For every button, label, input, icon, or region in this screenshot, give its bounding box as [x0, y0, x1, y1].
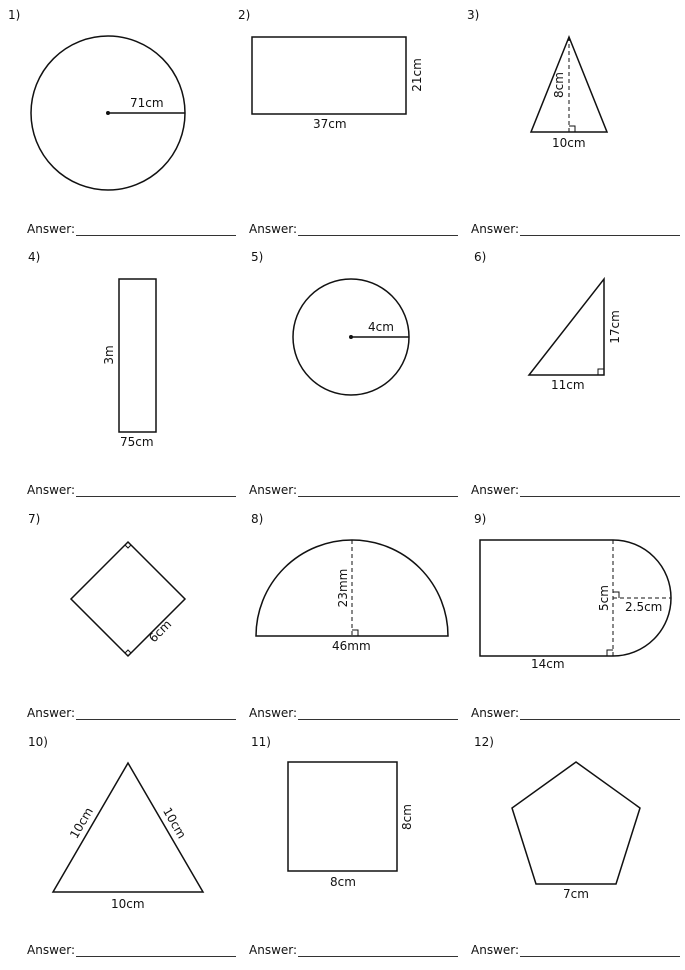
label-side-12: 7cm [563, 887, 589, 901]
label-height-11: 8cm [400, 804, 414, 830]
rectangle-figure-2 [252, 37, 406, 114]
problem-number-4: 4) [28, 250, 41, 264]
label-diameter-8: 46mm [332, 639, 371, 653]
answer-field-3[interactable] [471, 222, 680, 236]
answer-label: Answer: [471, 483, 520, 497]
label-radius-1: 71cm [130, 96, 164, 110]
label-base-6: 11cm [551, 378, 585, 392]
label-left-10: 10cm [67, 804, 96, 842]
answer-label: Answer: [249, 943, 298, 957]
problem-number-2: 2) [238, 8, 251, 22]
label-width-4: 75cm [120, 435, 154, 449]
rectangle-figure-4 [119, 279, 156, 432]
label-height-8: 23mm [336, 568, 350, 608]
answer-label: Answer: [471, 222, 520, 236]
label-side-7: 6cm [146, 617, 175, 646]
problem-number-9: 9) [474, 512, 487, 526]
problem-number-10: 10) [28, 735, 48, 749]
label-base-3: 10cm [552, 136, 586, 150]
label-radius-5: 4cm [368, 320, 394, 334]
label-base-10: 10cm [111, 897, 145, 911]
label-width-11: 8cm [330, 875, 356, 889]
answer-field-4[interactable] [27, 483, 236, 497]
answer-label: Answer: [471, 943, 520, 957]
answer-field-6[interactable] [471, 483, 680, 497]
label-height-9: 5cm [597, 585, 611, 611]
label-height-2: 21cm [410, 58, 424, 92]
answer-label: Answer: [249, 483, 298, 497]
answer-field-5[interactable] [249, 483, 458, 497]
label-length-9: 14cm [531, 657, 565, 671]
problem-number-12: 12) [474, 735, 494, 749]
answer-label: Answer: [249, 222, 298, 236]
problem-number-3: 3) [467, 8, 480, 22]
label-radius-9: 2.5cm [625, 600, 663, 614]
answer-field-9[interactable] [471, 706, 680, 720]
answer-label: Answer: [27, 483, 76, 497]
answer-label: Answer: [27, 706, 76, 720]
problem-number-11: 11) [251, 735, 271, 749]
answer-label: Answer: [27, 943, 76, 957]
answer-label: Answer: [249, 706, 298, 720]
answer-field-2[interactable] [249, 222, 458, 236]
label-height-3: 8cm [552, 72, 566, 98]
answer-field-11[interactable] [249, 943, 458, 957]
label-width-2: 37cm [313, 117, 347, 131]
problem-number-5: 5) [251, 250, 264, 264]
label-right-10: 10cm [160, 804, 189, 842]
label-height-6: 17cm [608, 310, 622, 344]
answer-field-7[interactable] [27, 706, 236, 720]
problem-number-1: 1) [8, 8, 21, 22]
problem-number-7: 7) [28, 512, 41, 526]
square-figure-7 [71, 542, 185, 656]
pentagon-figure-12 [512, 762, 640, 884]
answer-label: Answer: [471, 706, 520, 720]
problem-number-6: 6) [474, 250, 487, 264]
square-figure-11 [288, 762, 397, 871]
answer-field-10[interactable] [27, 943, 236, 957]
right-triangle-figure-6 [529, 279, 604, 375]
problem-number-8: 8) [251, 512, 264, 526]
answer-field-12[interactable] [471, 943, 680, 957]
label-height-4: 3m [102, 345, 116, 365]
answer-label: Answer: [27, 222, 76, 236]
answer-field-1[interactable] [27, 222, 236, 236]
answer-field-8[interactable] [249, 706, 458, 720]
